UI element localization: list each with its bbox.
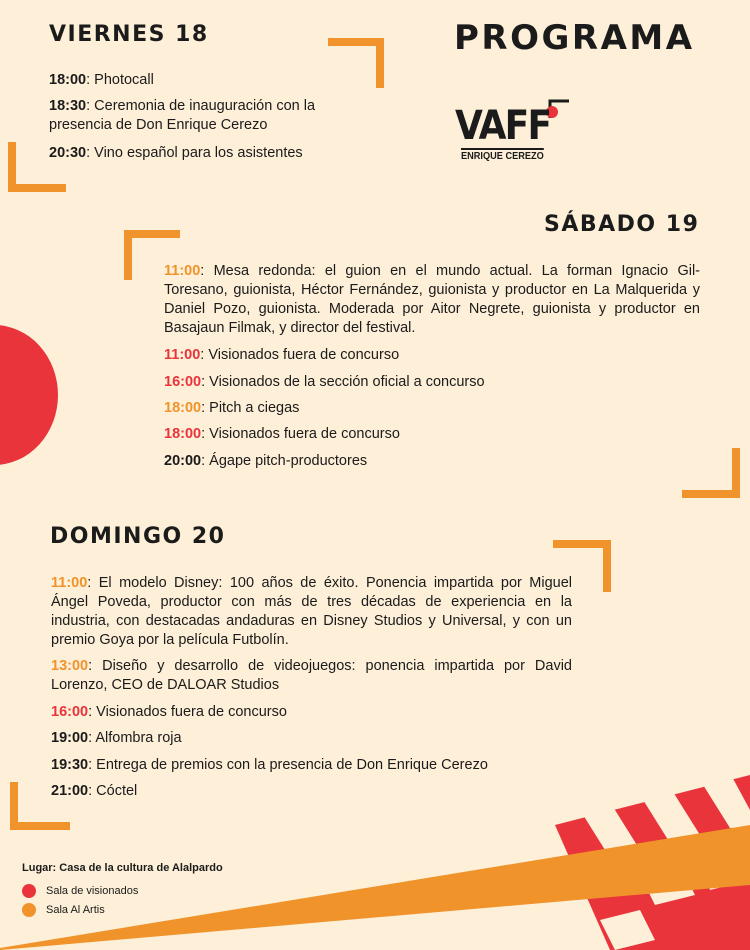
event-sabado-1 <box>164 262 700 338</box>
vaff-logo <box>455 98 575 168</box>
venue-label: Lugar: Casa de la cultura de Alalpardo <box>22 862 223 874</box>
event-time: 16:00 <box>51 704 89 720</box>
event-sep: : <box>201 426 206 442</box>
event-domingo-1 <box>51 574 572 650</box>
event-sep: : <box>88 757 93 773</box>
event-text: Visionados fuera de concurso <box>205 426 400 442</box>
event-time: 18:30 <box>49 98 87 114</box>
event-time: 16:00 <box>164 374 202 390</box>
event-time: 18:00 <box>164 400 202 416</box>
event-sep: : <box>86 98 91 114</box>
event-sep: : <box>200 263 205 279</box>
event-text: Diseño y desarrollo de videojuegos: ponencia impartida por David Lorenzo, CEO de DALOAR Studios <box>51 658 572 693</box>
event-sabado-2 <box>164 346 700 365</box>
event-sep: : <box>87 575 92 591</box>
event-sep: : <box>88 658 93 674</box>
event-domingo-4 <box>51 729 572 748</box>
event-text: Photocall <box>90 72 154 88</box>
event-text: Alfombra roja <box>92 730 182 746</box>
event-text: Entrega de premios con la presencia de Don Enrique Cerezo <box>92 757 488 773</box>
event-sabado-5 <box>164 425 700 444</box>
event-text: El modelo Disney: 100 años de éxito. Ponencia impartida por Miguel Ángel Poveda, productor con más de tres décadas de experiencia en la industria, con destacadas andaduras en Disney Studios y Universal, y con un premio Goya por la película Futbolín. <box>51 575 572 648</box>
event-sabado-4 <box>164 399 700 418</box>
event-time: 18:00 <box>49 72 87 88</box>
red-dot-icon <box>22 884 36 898</box>
event-time: 11:00 <box>164 347 201 363</box>
event-text: Mesa redonda: el guion en el mundo actual. La forman Ignacio Gil-Toresano, guionista, Héctor Fernández, guionista y productor en La Malquerida y Daniel Pozo, guionista. Moderada por Aitor Negrete, guionista y productor en Basajaun Filmak, y director del festival. <box>164 263 700 336</box>
event-sep: : <box>201 400 206 416</box>
day-title-sabado: SÁBADO 19 <box>544 212 700 237</box>
orange-dot-icon <box>22 903 36 917</box>
event-text: Vino español para los asistentes <box>90 145 303 161</box>
event-text: Pitch a ciegas <box>205 400 300 416</box>
event-time: 19:00 <box>51 730 89 746</box>
red-half-circle <box>0 325 58 465</box>
legend-label: Sala de visionados <box>46 885 139 897</box>
logo-sub-text: ENRIQUE CEREZO <box>461 148 544 162</box>
event-time: 21:00 <box>51 783 89 799</box>
event-domingo-6 <box>51 782 572 801</box>
event-sabado-6 <box>164 452 700 471</box>
event-text: Cóctel <box>92 783 138 799</box>
event-viernes-1 <box>49 71 369 90</box>
legend-label: Sala Al Artis <box>46 904 105 916</box>
event-time: 19:30 <box>51 757 89 773</box>
event-domingo-5 <box>51 756 572 775</box>
event-time: 11:00 <box>164 263 201 279</box>
event-sep: : <box>88 730 93 746</box>
event-time: 18:00 <box>164 426 202 442</box>
day-title-domingo: DOMINGO 20 <box>50 524 226 549</box>
event-text: Visionados fuera de concurso <box>204 347 400 363</box>
event-viernes-2 <box>49 97 379 135</box>
event-sep: : <box>200 347 205 363</box>
event-domingo-3 <box>51 703 572 722</box>
event-text: Ágape pitch-productores <box>205 453 368 469</box>
event-sabado-3 <box>164 373 700 392</box>
legend-item-sala-al-artis <box>22 903 105 917</box>
event-text: Visionados de la sección oficial a concurso <box>205 374 485 390</box>
event-sep: : <box>88 783 93 799</box>
event-time: 20:00 <box>164 453 202 469</box>
event-sep: : <box>88 704 93 720</box>
logo-main-text: VAFF <box>455 103 551 149</box>
page-title: PROGRAMA <box>454 18 695 58</box>
event-sep: : <box>201 374 206 390</box>
event-sep: : <box>86 145 91 161</box>
event-text: Ceremonia de inauguración con la presencia de Don Enrique Cerezo <box>49 98 316 133</box>
event-domingo-2 <box>51 657 572 695</box>
event-sep: : <box>86 72 91 88</box>
event-time: 11:00 <box>51 575 88 591</box>
event-text: Visionados fuera de concurso <box>92 704 287 720</box>
legend-item-sala-visionados <box>22 884 138 898</box>
event-time: 20:30 <box>49 145 87 161</box>
event-sep: : <box>201 453 206 469</box>
day-title-viernes: VIERNES 18 <box>49 22 209 47</box>
event-viernes-3 <box>49 144 389 163</box>
event-time: 13:00 <box>51 658 89 674</box>
